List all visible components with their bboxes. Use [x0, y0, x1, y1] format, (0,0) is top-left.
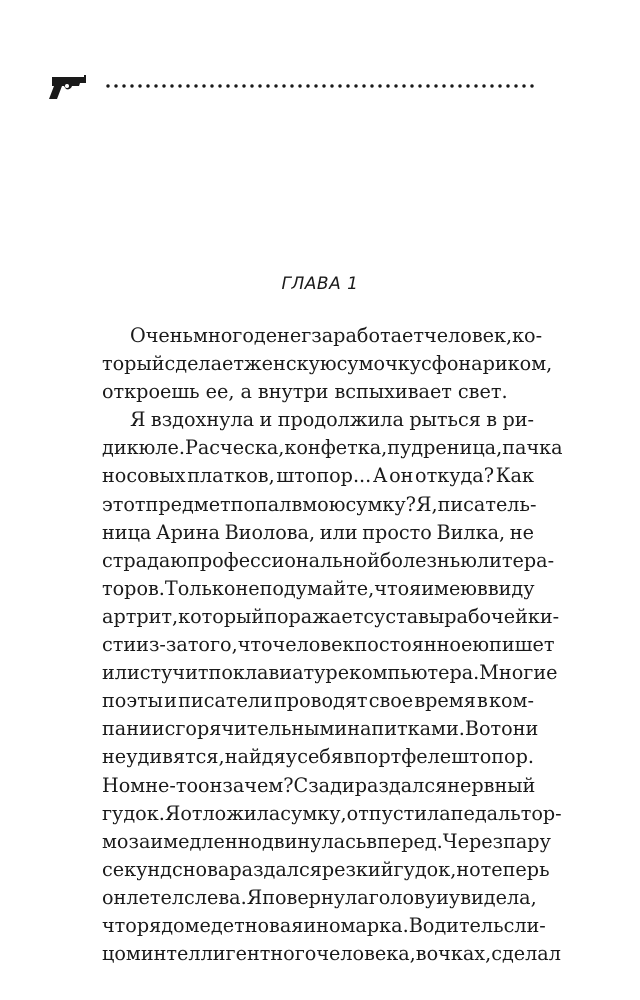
- text-line: не удивятся, найдя у себя в портфеле штопор.: [102, 745, 534, 769]
- text-line: Я вздохнула и продолжила рыться в ри-: [130, 408, 534, 432]
- text-line: артрит, который поражает суставы рабочей ки-: [102, 604, 560, 628]
- text-line: носовых платков, штопор... А он откуда? Как: [102, 464, 534, 488]
- text-line: что рядом едет новая иномарка. Водитель с ли-: [102, 913, 546, 937]
- text-line: пании с горячительными напитками. Вот они: [102, 717, 539, 741]
- text-line: торов. Только не подумайте, что я имею в виду: [102, 576, 535, 600]
- text-line: откроешь ее, а внутри вспыхивает свет.: [102, 380, 508, 404]
- text-line: секунд снова раздался резкий гудок, но теперь: [102, 857, 550, 881]
- text-line: цом интеллигентного человека, в очках, сделал: [102, 942, 561, 966]
- text-line: страдаю профессиональной болезнью литера-: [102, 548, 555, 572]
- text-line: Очень много денег заработает человек, ко-: [130, 324, 543, 347]
- text-line: поэты и писатели проводят свое время в ком-: [102, 689, 534, 713]
- text-line: гудок. Я отложила сумку, отпустила педаль тор-: [102, 801, 562, 825]
- dotted-rule: [104, 84, 536, 88]
- text-line: дикюле. Расческа, конфетка, пудреница, пачка: [102, 436, 563, 460]
- text-line: сти из-за того, что человек постоянно ею пишет: [102, 633, 555, 657]
- revolver-icon: [46, 74, 90, 102]
- text-line: или стучит по клавиатуре компьютера. Многие: [102, 661, 558, 685]
- text-line: моза и медленно двинулась вперед. Через пару: [102, 829, 551, 853]
- chapter-ornament: [46, 74, 536, 102]
- text-line: он летел слева. Я повернула голову и увидела,: [102, 885, 537, 909]
- chapter-title: ГЛАВА 1: [281, 274, 359, 294]
- text-line: Но мне-то он зачем? Сзади раздался нервный: [102, 773, 536, 797]
- text-line: этот предмет попал в мою сумку? Я, писатель-: [102, 492, 537, 516]
- text-line: торый сделает женскую сумочку с фонариком,: [102, 352, 553, 376]
- text-line: ница Арина Виолова, или просто Вилка, не: [102, 520, 534, 544]
- body-text: [102, 322, 563, 968]
